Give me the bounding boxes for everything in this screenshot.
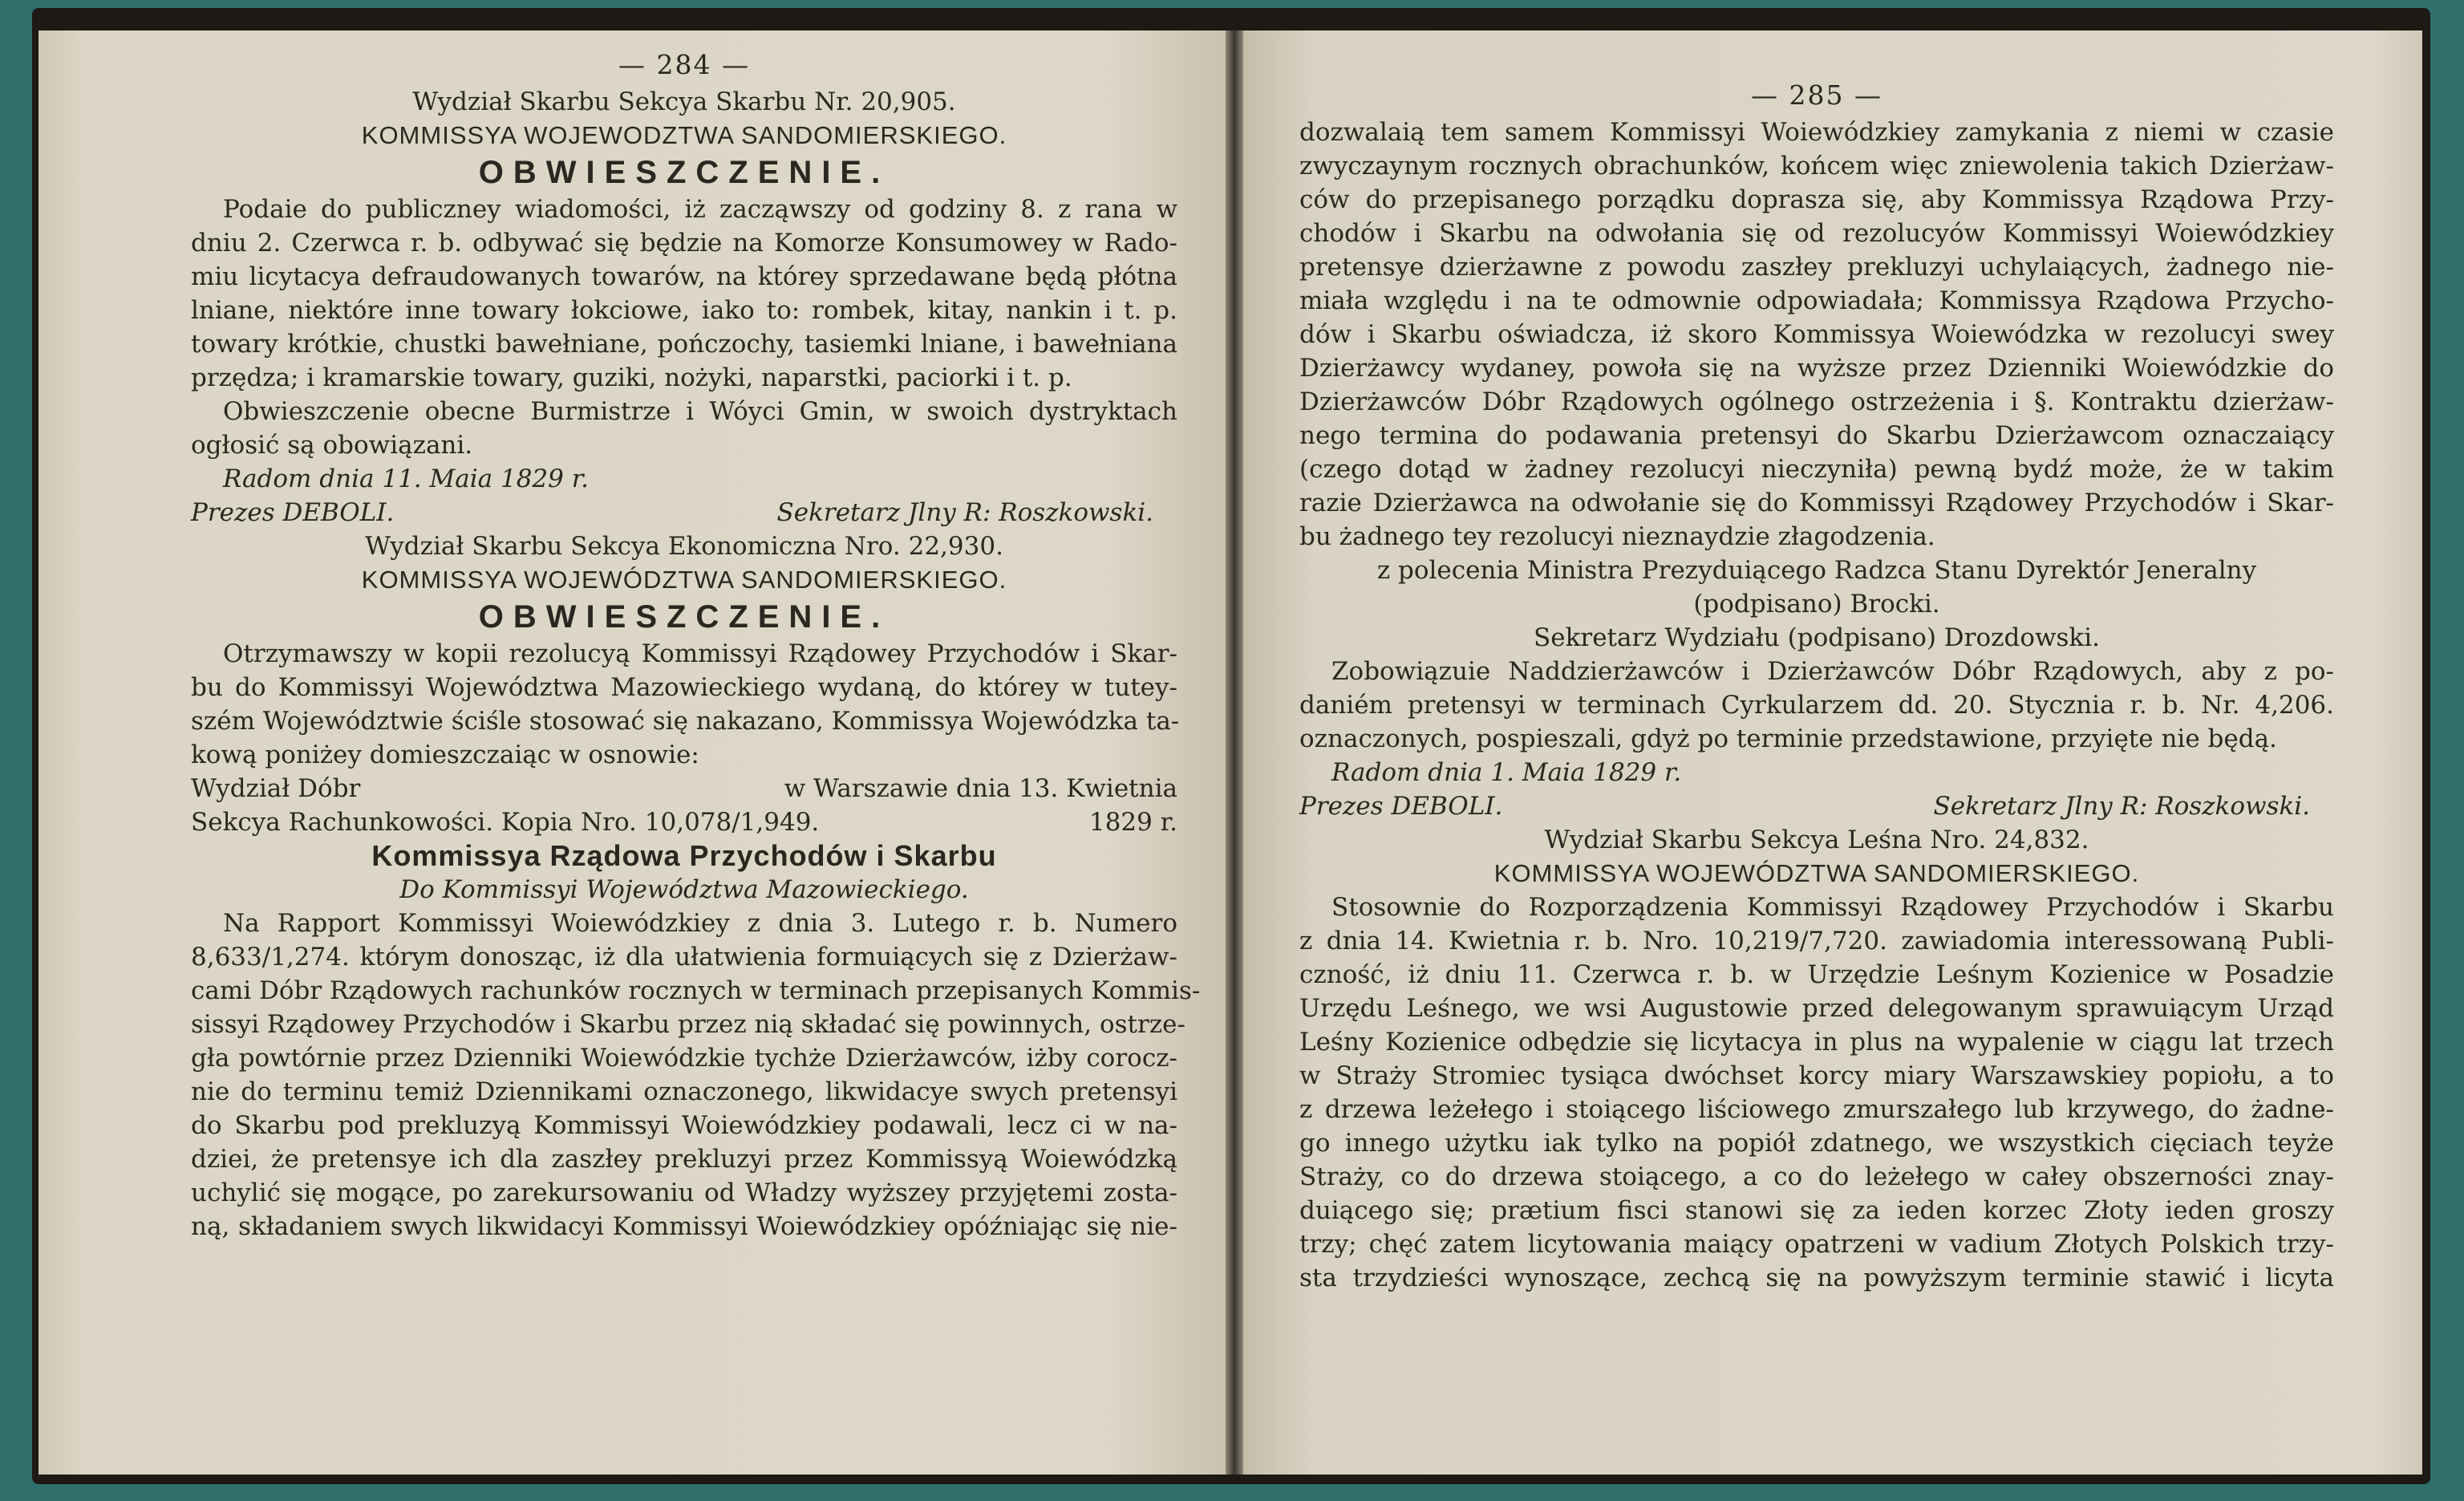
text-line: Obwieszczenie obecne Burmistrze i Wóyci Gmin, w swoich dystryktach bbox=[223, 397, 1177, 426]
text-line: OBWIESZCZENIE. bbox=[478, 155, 890, 190]
text-line: bu do Kommissyi Województwa Mazowieckiego wydaną, do którey w tutey- bbox=[191, 673, 1177, 702]
text-line: Zobowiązuie Naddzierżawców i Dzierżawców Dóbr Rządowych, aby z po- bbox=[1331, 657, 2334, 686]
text-line: OBWIESZCZENIE. bbox=[478, 599, 890, 635]
text-line: Stosownie do Rozporządzenia Kommissyi Rządowey Przychodów i Skarbu bbox=[1331, 893, 2334, 922]
text-line: dziei, że pretensye ich dla zaszłey prekluzyi przez Kommissyą Woiewódzką bbox=[191, 1145, 1177, 1174]
text-line: gła powtórnie przez Dzienniki Woiewódzkie tychże Dzierżawców, iżby corocz- bbox=[191, 1044, 1177, 1073]
left-page-text bbox=[191, 48, 1201, 1243]
text-line: ną, składaniem swych likwidacyi Kommissyi Woiewódzkiey opóźniając się nie- bbox=[191, 1212, 1177, 1241]
text-line: Na Rapport Kommissyi Woiewódzkiey z dnia 3. Lutego r. b. Numero bbox=[223, 909, 1177, 938]
text-line: zwyczaynym rocznych obrachunków, końcem więc zniewolenia takich Dzierżaw- bbox=[1299, 152, 2334, 181]
right-page-text bbox=[1299, 79, 2334, 1295]
header-row-right: 1829 r. bbox=[1088, 808, 1177, 837]
text-line: ogłosić są obowiązani. bbox=[191, 431, 473, 460]
text-line: oznaczonych, pospieszali, gdyż po terminie przedstawione, przyięte nie będą. bbox=[1299, 724, 2277, 753]
signature-secretary: Sekretarz Jlny R: Roszkowski. bbox=[776, 498, 1153, 527]
header-row bbox=[191, 805, 1177, 839]
text-line: KOMMISSYA WOJEWÓDZTWA SANDOMIERSKIEGO. bbox=[361, 566, 1007, 594]
right-page bbox=[1243, 30, 2422, 1475]
text-line: Dzierżawcy wydaney, powoła się na wyższe przez Dzienniki Woiewódzkie do bbox=[1299, 354, 2334, 383]
text-line: przędza; i kramarskie towary, guziki, nożyki, naparstki, paciorki i t. p. bbox=[191, 363, 1072, 392]
text-line: Wydział Skarbu Sekcya Ekonomiczna Nro. 22,930. bbox=[365, 532, 1003, 561]
left-page bbox=[38, 30, 1226, 1475]
text-line: cami Dóbr Rządowych rachunków rocznych w terminach przepisanych Kommis- bbox=[191, 976, 1201, 1005]
signature-secretary: Sekretarz Jlny R: Roszkowski. bbox=[1933, 792, 2310, 821]
text-line: nego termina do podawania pretensyi do Skarbu Dzierżawcom oznaczaiący bbox=[1299, 421, 2334, 450]
right-page-number: — 285 — bbox=[1751, 79, 1882, 111]
book-scan bbox=[32, 8, 2430, 1484]
text-line: szém Województwie ściśle stosować się nakazano, Kommissya Wojewódzka ta- bbox=[191, 707, 1180, 736]
text-line: daniém pretensyi w terminach Cyrkularzem dd. 20. Stycznia r. b. Nr. 4,206. bbox=[1299, 691, 2334, 720]
text-line: ców do przepisanego porządku doprasza się, aby Kommissya Rządowa Przy- bbox=[1299, 185, 2334, 214]
text-line: KOMMISSYA WOJEWÓDZTWA SANDOMIERSKIEGO. bbox=[1493, 859, 2140, 887]
text-line: Do Kommissyi Województwa Mazowieckiego. bbox=[399, 875, 969, 904]
text-line: duiącego się; prætium fisci stanowi się za ieden korzec Złoty ieden groszy bbox=[1299, 1196, 2334, 1225]
text-line: Radom dnia 11. Maia 1829 r. bbox=[223, 464, 589, 493]
text-line: sta trzydzieści wynoszące, zechcą się na powyższym terminie stawić i licyta bbox=[1299, 1264, 2334, 1292]
text-line: lniane, niektóre inne towary łokciowe, iako to: rombek, kitay, nankin i t. p. bbox=[191, 296, 1177, 325]
header-row-left: Wydział Dóbr bbox=[191, 774, 361, 803]
header-row-right: w Warszawie dnia 13. Kwietnia bbox=[784, 774, 1177, 803]
text-line: z dnia 14. Kwietnia r. b. Nro. 10,219/7,720. zawiadomia interessowaną Publi- bbox=[1299, 927, 2334, 955]
text-line: Radom dnia 1. Maia 1829 r. bbox=[1331, 758, 1682, 787]
text-line: dów i Skarbu oświadcza, iż skoro Kommissya Woiewódzka w rezolucyi swey bbox=[1299, 320, 2334, 349]
text-line: Sekretarz Wydziału (podpisano) Drozdowski. bbox=[1534, 623, 2100, 652]
text-line: miu licytacya defraudowanych towarów, na którey sprzedawane będą płótna bbox=[191, 262, 1177, 291]
text-line: (czego dotąd w żadney rezolucyi nieczyniła) pewną bydź może, że w takim bbox=[1299, 455, 2334, 484]
header-row-left: Sekcya Rachunkowości. Kopia Nro. 10,078/1,949. bbox=[191, 808, 820, 837]
text-line: go innego użytku iak tylko na popiół zdatnego, we wszystkich cięciach teyże bbox=[1299, 1129, 2334, 1158]
text-line: KOMMISSYA WOJEWODZTWA SANDOMIERSKIEGO. bbox=[361, 121, 1007, 149]
text-line: trzy; chęć zatem licytowania maiący opatrzeni w vadium Złotych Polskich trzy- bbox=[1299, 1230, 2334, 1259]
book-spine bbox=[1226, 30, 1243, 1475]
text-line: Kommissya Rządowa Przychodów i Skarbu bbox=[371, 839, 997, 872]
text-line: Straży, co do drzewa stoiącego, a co do leżełego w całey obszerności znay- bbox=[1299, 1162, 2334, 1191]
header-row bbox=[191, 772, 1177, 805]
text-line: Leśny Kozienice odbędzie się licytacya in plus na wypalenie w ciągu lat trzech bbox=[1299, 1028, 2334, 1057]
text-line: 8,633/1,274. którym donosząc, iż dla ułatwienia formuiących się z Dzierżaw- bbox=[191, 943, 1177, 972]
signature-president: Prezes DEBOLI. bbox=[191, 498, 395, 527]
text-line: (podpisano) Brocki. bbox=[1693, 590, 1940, 619]
text-line: pretensye dzierżawne z powodu zaszłey prekluzyi uchylaiących, żadnego nie- bbox=[1299, 253, 2334, 282]
text-line: nie do terminu temiż Dziennikami oznaczonego, likwidacye swych pretensyi bbox=[191, 1077, 1177, 1106]
text-line: uchylić się mogące, po zarekursowaniu od Władzy wyższey przyjętemi zosta- bbox=[191, 1178, 1177, 1207]
text-line: sissyi Rządowey Przychodów i Skarbu przez nią składać się powinnych, ostrze- bbox=[191, 1010, 1185, 1039]
signature-line bbox=[1299, 789, 2334, 823]
text-line: Wydział Skarbu Sekcya Leśna Nro. 24,832. bbox=[1544, 826, 2089, 854]
text-line: czność, iż dniu 11. Czerwca r. b. w Urzędzie Leśnym Kozienice w Posadzie bbox=[1299, 960, 2334, 989]
left-page-number: — 284 — bbox=[618, 49, 750, 80]
signature-president: Prezes DEBOLI. bbox=[1299, 792, 1503, 821]
right-page-body bbox=[1299, 116, 2334, 1295]
text-line: z drzewa leżełego i stoiącego liściowego zmurszałego lub krzywego, do żadne- bbox=[1299, 1095, 2334, 1124]
text-line: Dzierżawców Dóbr Rządowych ogólnego ostrzeżenia i §. Kontraktu dzierżaw- bbox=[1299, 387, 2334, 416]
text-line: w Straży Stromiec tysiąca dwóchset korcy miary Warszawskiey popiołu, a to bbox=[1299, 1061, 2334, 1090]
text-line: kową poniżey domieszczaiąc w osnowie: bbox=[191, 740, 699, 769]
text-line: Wydział Skarbu Sekcya Skarbu Nr. 20,905. bbox=[412, 87, 956, 116]
text-line: miała względu i na te odmownie odpowiadała; Kommissya Rządowa Przycho- bbox=[1299, 286, 2334, 315]
text-line: do Skarbu pod prekluzyą Kommissyi Woiewódzkiey podawali, lecz ci w na- bbox=[191, 1111, 1177, 1140]
signature-line bbox=[191, 496, 1177, 529]
text-line: chodów i Skarbu na odwołania się od rezolucyów Kommissyi Woiewódzkiey bbox=[1299, 219, 2334, 248]
text-line: Otrzymawszy w kopii rezolucyą Kommissyi Rządowey Przychodów i Skar- bbox=[223, 639, 1177, 668]
text-line: razie Dzierżawca na odwołanie się do Kommissyi Rządowey Przychodów i Skar- bbox=[1299, 489, 2334, 517]
text-line: Urzędu Leśnego, we wsi Augustowie przed delegowanym sprawuiącym Urząd bbox=[1299, 994, 2334, 1023]
text-line: z polecenia Ministra Prezyduiącego Radzca Stanu Dyrektór Jeneralny bbox=[1376, 556, 2257, 585]
text-line: dozwalaią tem samem Kommissyi Woiewódzkiey zamykania z niemi w czasie bbox=[1299, 118, 2334, 147]
text-line: bu żadnego tey rezolucyi nieznaydzie złagodzenia. bbox=[1299, 522, 1935, 551]
text-line: dniu 2. Czerwca r. b. odbywać się będzie na Komorze Konsumowey w Rado- bbox=[191, 229, 1177, 258]
text-line: Podaie do publiczney wiadomości, iż zacząwszy od godziny 8. z rana w bbox=[223, 195, 1177, 224]
text-line: towary krótkie, chustki bawełniane, pończochy, tasiemki lniane, i bawełniana bbox=[191, 330, 1177, 359]
left-page-body bbox=[191, 85, 1201, 1243]
